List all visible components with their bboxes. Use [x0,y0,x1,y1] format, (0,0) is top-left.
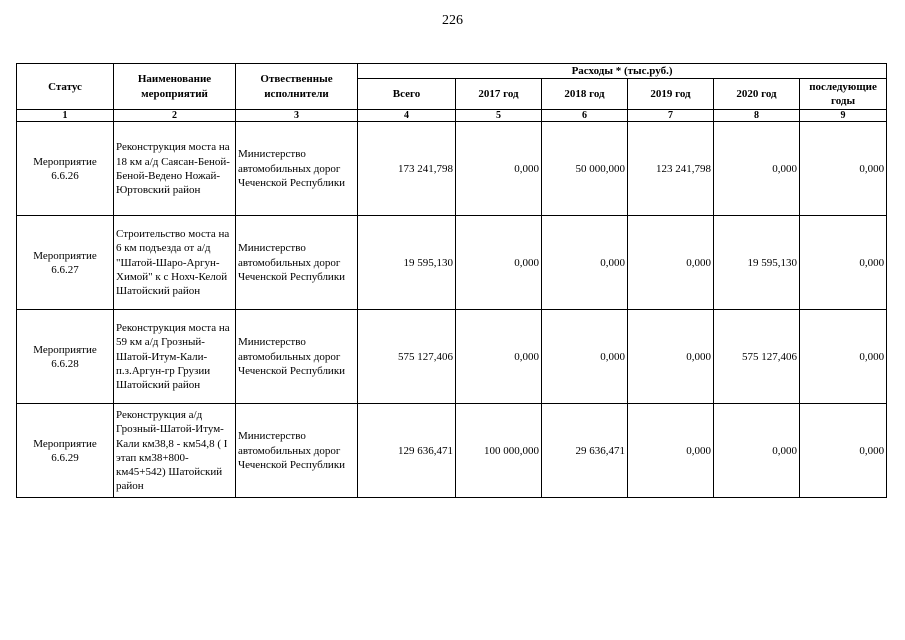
row-2017: 0,000 [456,216,542,310]
column-number: 6 [542,110,628,122]
row-status: Мероприятие 6.6.26 [17,122,114,216]
header-expenses: Расходы * (тыс.руб.) [358,64,887,79]
row-2020: 575 127,406 [714,310,800,404]
row-2020: 19 595,130 [714,216,800,310]
column-number: 5 [456,110,542,122]
row-name: Реконструкция а/д Грозный-Шатой-Итум-Кали км38,8 - км54,8 ( I этап км38+800-км45+542) Шатойский район [114,404,236,498]
table-row [17,404,887,498]
header-2019: 2019 год [628,79,714,110]
header-name: Наименование мероприятий [114,64,236,110]
page-number: 226 [442,13,463,28]
row-total: 129 636,471 [358,404,456,498]
row-2017: 100 000,000 [456,404,542,498]
column-number: 3 [236,110,358,122]
row-responsible: Министерство автомобильных дорог Чеченской Республики [236,122,358,216]
row-2018: 29 636,471 [542,404,628,498]
budget-table [16,63,887,498]
row-responsible: Министерство автомобильных дорог Чеченской Республики [236,404,358,498]
column-number: 8 [714,110,800,122]
row-2017: 0,000 [456,122,542,216]
row-following: 0,000 [800,404,887,498]
row-2019: 0,000 [628,310,714,404]
row-responsible: Министерство автомобильных дорог Чеченской Республики [236,216,358,310]
column-numbers-row [17,110,887,122]
row-2017: 0,000 [456,310,542,404]
row-following: 0,000 [800,216,887,310]
row-2018: 0,000 [542,216,628,310]
row-name: Реконструкция моста на 59 км а/д Грозный-Шатой-Итум-Кали-п.з.Аргун-гр Грузии Шатойский район [114,310,236,404]
row-2018: 0,000 [542,310,628,404]
table-row [17,122,887,216]
row-2019: 0,000 [628,216,714,310]
header-responsible: Отвественные исполнители [236,64,358,110]
row-name: Реконструкция моста на 18 км а/д Саясан-Беной-Беной-Ведено Ножай-Юртовский район [114,122,236,216]
column-number: 4 [358,110,456,122]
row-responsible: Министерство автомобильных дорог Чеченской Республики [236,310,358,404]
column-number: 7 [628,110,714,122]
header-2020: 2020 год [714,79,800,110]
row-status: Мероприятие 6.6.29 [17,404,114,498]
row-2019: 0,000 [628,404,714,498]
row-following: 0,000 [800,310,887,404]
row-total: 173 241,798 [358,122,456,216]
row-2020: 0,000 [714,404,800,498]
header-total: Всего [358,79,456,110]
column-number: 1 [17,110,114,122]
header-row [17,64,887,79]
row-total: 575 127,406 [358,310,456,404]
header-2018: 2018 год [542,79,628,110]
header-following: последующие годы [800,79,887,110]
row-following: 0,000 [800,122,887,216]
table-row [17,216,887,310]
header-2017: 2017 год [456,79,542,110]
row-status: Мероприятие 6.6.28 [17,310,114,404]
row-2019: 123 241,798 [628,122,714,216]
row-2018: 50 000,000 [542,122,628,216]
row-status: Мероприятие 6.6.27 [17,216,114,310]
header-status: Статус [17,64,114,110]
table-row [17,310,887,404]
column-number: 2 [114,110,236,122]
row-name: Строительство моста на 6 км подъезда от а/д "Шатой-Шаро-Аргун-Химой" к с Нохч-Келой Шатойский район [114,216,236,310]
row-2020: 0,000 [714,122,800,216]
row-total: 19 595,130 [358,216,456,310]
column-number: 9 [800,110,887,122]
